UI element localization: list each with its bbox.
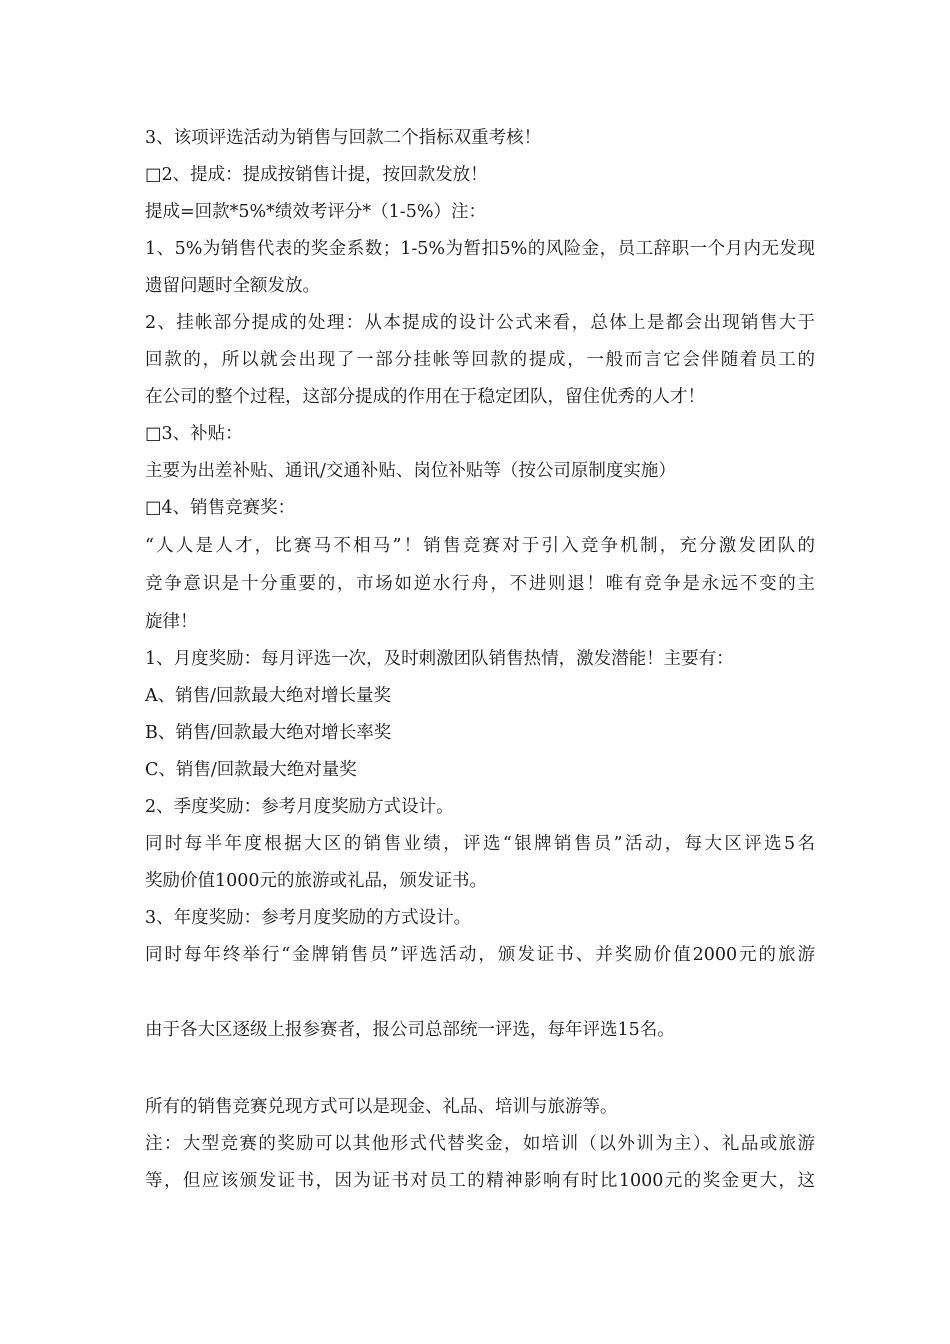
text-line: 同时每半年度根据大区的销售业绩，评选“银牌销售员”活动，每大区评选5名 xyxy=(145,834,815,854)
text-line: 1、5%为销售代表的奖金系数；1-5%为暂扣5%的风险金，员工辞职一个月内无发现 xyxy=(145,239,815,259)
text-line: 主要为出差补贴、通讯/交通补贴、岗位补贴等（按公司原制度实施） xyxy=(145,461,676,481)
text-line: 回款的，所以就会出现了一部分挂帐等回款的提成，一般而言它会伴随着员工的 xyxy=(145,350,815,370)
text-line: 2、挂帐部分提成的处理：从本提成的设计公式来看，总体上是都会出现销售大于 xyxy=(145,313,815,333)
list-item: C、销售/回款最大绝对量奖 xyxy=(145,760,357,780)
text-line: 2、季度奖励：参考月度奖励方式设计。 xyxy=(145,797,454,817)
text-line: 遗留问题时全额发放。 xyxy=(145,276,320,296)
section-heading-commission: □2、提成：提成按销售计提，按回款发放！ xyxy=(145,165,488,185)
text-line: 在公司的整个过程，这部分提成的作用在于稳定团队，留住优秀的人才！ xyxy=(145,387,705,407)
text-line: 奖励价值1000元的旅游或礼品，颁发证书。 xyxy=(145,871,488,891)
section-heading-competition: □4、销售竞赛奖： xyxy=(145,498,296,518)
text-line: 同时每年终举行“金牌销售员”评选活动，颁发证书、并奖励价值2000元的旅游 xyxy=(145,945,815,965)
text-line: 1、月度奖励：每月评选一次，及时刺激团队销售热情，激发潜能！主要有： xyxy=(145,649,734,669)
list-item: B、销售/回款最大绝对增长率奖 xyxy=(145,723,392,743)
text-line: 旋律！ xyxy=(145,612,198,632)
section-heading-subsidy: □3、补贴： xyxy=(145,424,243,444)
text-line: 注：大型竞赛的奖励可以其他形式代替奖金，如培训（以外训为主）、礼品或旅游 xyxy=(145,1134,815,1154)
text-line: 等，但应该颁发证书，因为证书对员工的精神影响有时比1000元的奖金更大，这 xyxy=(145,1171,815,1191)
text-line: “人人是人才，比赛马不相马”！销售竞赛对于引入竞争机制，充分激发团队的 xyxy=(145,536,815,556)
text-line: 所有的销售竞赛兑现方式可以是现金、礼品、培训与旅游等。 xyxy=(145,1097,618,1117)
text-line: 由于各大区逐级上报参赛者，报公司总部统一评选，每年评选15名。 xyxy=(145,1020,675,1040)
text-line: 3、年度奖励：参考月度奖励的方式设计。 xyxy=(145,908,472,928)
list-item: A、销售/回款最大绝对增长量奖 xyxy=(145,686,392,706)
text-line: 3、该项评选活动为销售与回款二个指标双重考核！ xyxy=(145,128,542,148)
text-line: 提成=回款*5%*绩效考评分*（1-5%）注： xyxy=(145,202,486,222)
text-line: 竞争意识是十分重要的，市场如逆水行舟，不进则退！唯有竞争是永远不变的主 xyxy=(145,574,815,594)
